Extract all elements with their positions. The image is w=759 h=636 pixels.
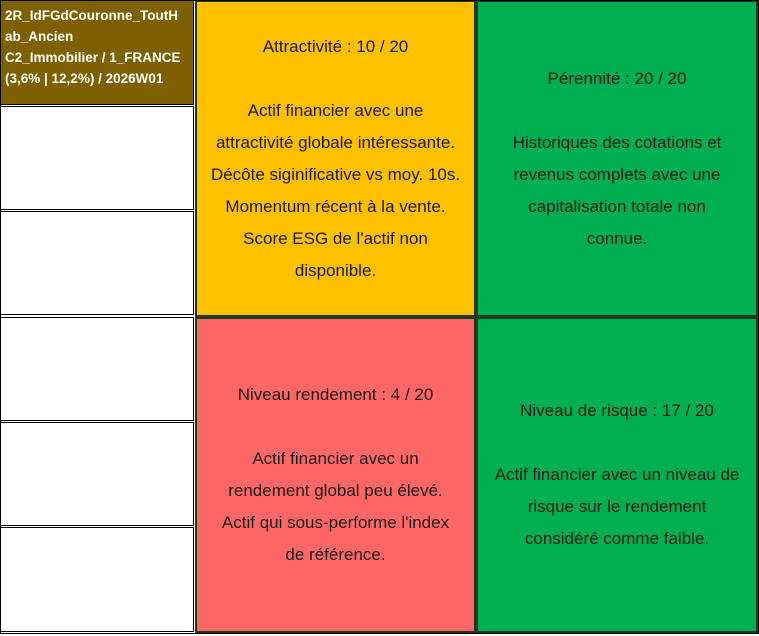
asset-header-cell[interactable] — [0, 0, 194, 105]
header-line-4: (3,6% | 12,2%) / 2026W01 — [5, 71, 164, 86]
attractivite-line-1: Actif financier avec une — [247, 100, 424, 120]
risque-title: Niveau de risque : 17 / 20 — [520, 401, 714, 420]
rendement-line-2: rendement global peu élevé. — [228, 481, 443, 500]
risque-quadrant[interactable] — [476, 317, 758, 633]
empty-cell-5[interactable] — [0, 527, 194, 632]
perennite-line-1: Historiques des cotations et — [512, 132, 722, 152]
perennite-title: Pérennité : 20 / 20 — [547, 68, 687, 88]
perennite-line-2: revenus complets avec une — [513, 164, 721, 184]
empty-cell-3[interactable] — [0, 317, 194, 421]
risque-line-2: risque sur le rendement — [527, 497, 707, 516]
empty-cell-1[interactable] — [0, 106, 194, 210]
rendement-line-3: Actif qui sous-performe l'index — [221, 513, 450, 532]
perennite-line-3: capitalisation totale non — [528, 196, 706, 216]
header-line-1: 2R_IdFGdCouronne_ToutH — [5, 8, 178, 23]
rendement-quadrant[interactable] — [195, 317, 476, 633]
perennite-line-4: connue. — [586, 228, 648, 248]
rendement-title: Niveau rendement : 4 / 20 — [237, 385, 434, 404]
risque-line-3: considéré comme faible. — [524, 529, 710, 548]
attractivite-line-3: Décôte siginificative vs moy. 10s. — [210, 164, 461, 184]
attractivite-line-2: attractivité globale intéressante. — [215, 132, 456, 152]
attractivite-line-6: disponible. — [294, 260, 377, 280]
attractivite-line-4: Momentum récent à la vente. — [225, 196, 446, 216]
rendement-line-4: de référence. — [285, 545, 386, 564]
perennite-quadrant[interactable] — [476, 0, 758, 317]
empty-cell-4[interactable] — [0, 422, 194, 526]
attractivite-title: Attractivité : 10 / 20 — [262, 36, 409, 56]
attractivite-line-5: Score ESG de l'actif non — [243, 228, 428, 248]
header-line-3: C2_Immobilier / 1_FRANCE — [5, 50, 181, 65]
empty-cell-2[interactable] — [0, 211, 194, 315]
header-line-2: ab_Ancien — [5, 29, 74, 44]
rendement-line-1: Actif financier avec un — [252, 449, 419, 468]
attractivite-quadrant[interactable] — [195, 0, 476, 317]
risque-line-1: Actif financier avec un niveau de — [494, 465, 740, 484]
